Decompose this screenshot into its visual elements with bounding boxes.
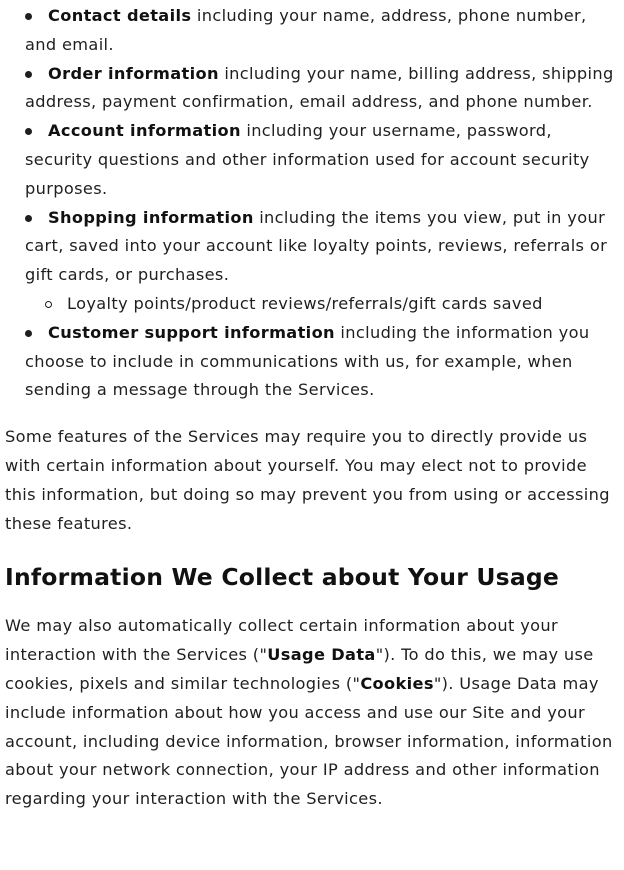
list-item bbox=[25, 60, 618, 118]
section-heading: Information We Collect about Your Usage bbox=[5, 563, 560, 592]
list-item-desc: including the items you view, put in your cart, saved into your account like loyalty points, reviews, referrals or gift cards, or purchases. bbox=[25, 207, 608, 285]
usage-data-term: Usage Data bbox=[267, 645, 376, 665]
bullet-icon bbox=[25, 13, 32, 20]
bullet-icon bbox=[25, 215, 32, 222]
sublist-item-text: Loyalty points/product reviews/referrals/gift cards saved bbox=[67, 293, 543, 313]
list-item-term: Customer support information bbox=[48, 322, 335, 342]
list-item-desc: including the information you choose to include in communications with us, for example, when sending a message through the Services. bbox=[25, 322, 590, 400]
list-item bbox=[25, 204, 618, 319]
list-item-term: Account information bbox=[48, 121, 241, 141]
shopping-sublist bbox=[25, 290, 618, 319]
cookies-term: Cookies bbox=[360, 673, 434, 693]
features-paragraph: Some features of the Services may require you to directly provide us with certain information about yourself. You may elect not to provide this information, but doing so may prevent you from using or accessing these features. bbox=[5, 427, 610, 533]
bullet-icon bbox=[25, 71, 32, 78]
bullet-icon bbox=[25, 330, 32, 337]
list-item-term: Order information bbox=[48, 63, 219, 83]
sublist-item bbox=[45, 290, 618, 319]
circle-bullet-icon bbox=[45, 301, 52, 308]
collected-info-list bbox=[5, 0, 618, 405]
list-item bbox=[25, 2, 618, 60]
list-item-desc: including your name, billing address, shipping address, payment confirmation, email address, and phone number. bbox=[25, 63, 614, 112]
list-item bbox=[25, 117, 618, 203]
list-item-term: Shopping information bbox=[48, 207, 254, 227]
list-item-desc: including your name, address, phone number, and email. bbox=[25, 6, 587, 54]
usage-data-paragraph: We may also automatically collect certain information about your interaction with the Services ("Usage Data"). To do this, we may use cookies, pixels and similar technologies ("Cookies"). Usage Data may include information about how you access and use our Site and your account, including device information, browser information, information about your network connection, your IP address and other information regarding your interaction with the Services. bbox=[5, 616, 613, 809]
list-item-term: Contact details bbox=[48, 6, 192, 25]
list-item bbox=[25, 319, 618, 405]
list-item-desc: including your username, password, security questions and other information used for account security purposes. bbox=[25, 121, 590, 198]
